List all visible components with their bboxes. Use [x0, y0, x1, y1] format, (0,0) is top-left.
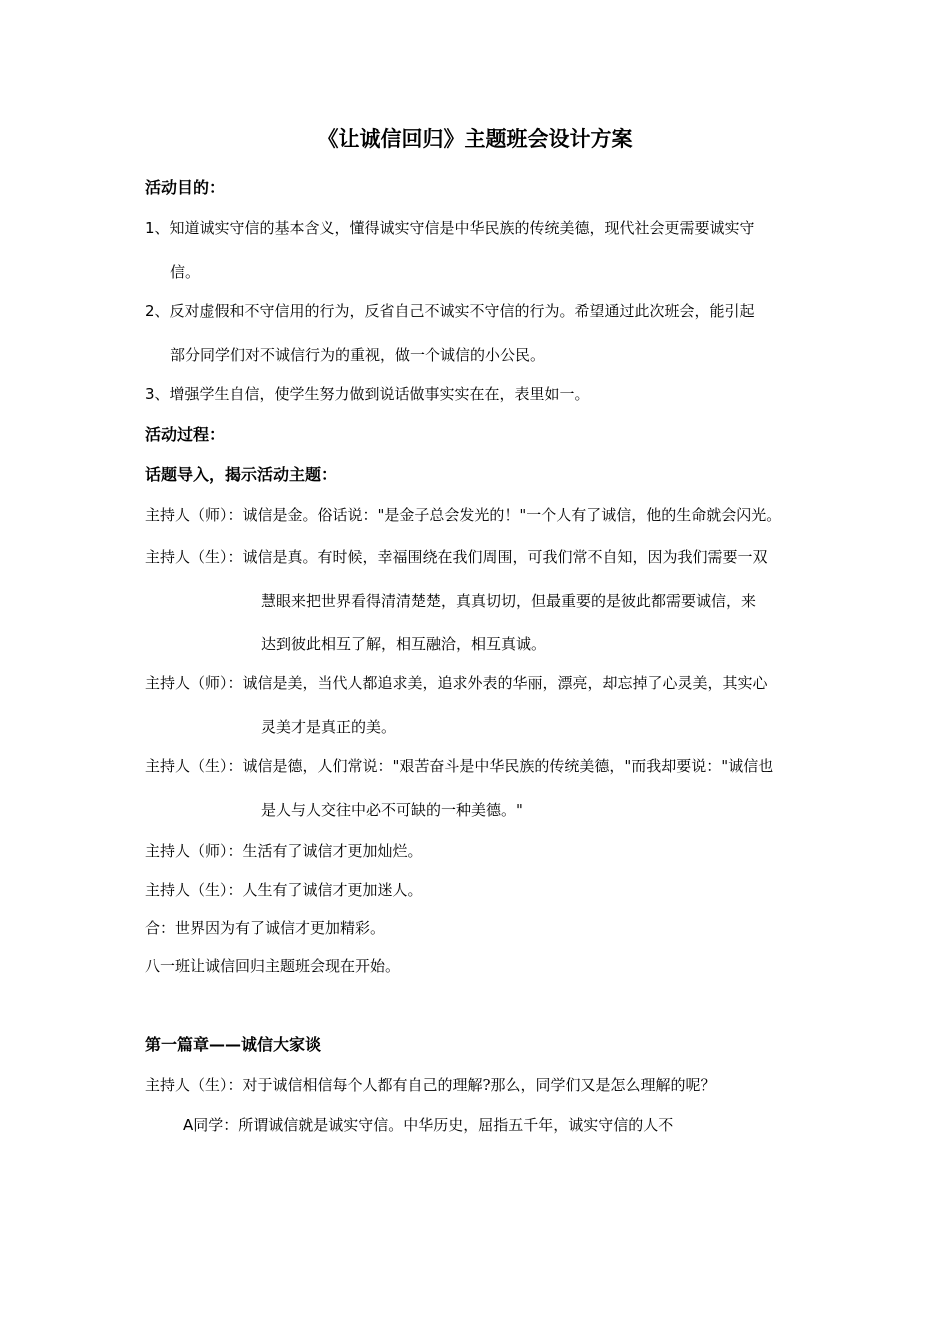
page-title: 《让诚信回归》主题班会设计方案: [317, 127, 633, 151]
intro-heading: 话题导入，揭示活动主题：: [145, 465, 338, 484]
dialogue-line: 八一班让诚信回归主题班会现在开始。: [145, 957, 401, 975]
purpose-item-2: [145, 301, 755, 321]
dialogue-line: 主持人（师）：生活有了诚信才更加灿烂。: [145, 842, 423, 860]
purpose-item-2-continuation: 部分同学们对不诚信行为的重视，做一个诚信的小公民。: [170, 346, 546, 364]
dialogue-line: 主持人（师）：诚信是金。俗话说："是金子总会发光的！"一个人有了诚信，他的生命就会闪光。: [145, 506, 782, 524]
dialogue-line-continuation: 达到彼此相互了解，相互融洽，相互真诚。: [261, 635, 547, 653]
process-heading: 活动过程：: [145, 425, 226, 444]
dialogue-line: 主持人（师）：诚信是美，当代人都追求美，追求外表的华丽，漂亮，却忘掉了心灵美，其实心: [145, 674, 768, 692]
chapter-1-heading: 第一篇章——诚信大家谈: [145, 1035, 322, 1054]
purpose-item-3: [145, 384, 590, 404]
dialogue-line: 主持人（生）：诚信是真。有时候，幸福围绕在我们周围，可我们常不自知，因为我们需要一双: [145, 548, 768, 566]
purpose-item-2-number: 2: [145, 302, 155, 320]
purpose-item-3-text: 、增强学生自信，使学生努力做到说话做事实实在在，表里如一。: [154, 385, 590, 403]
dialogue-line: 主持人（生）：诚信是德，人们常说："艰苦奋斗是中华民族的传统美德，"而我却要说："诚信也: [145, 757, 774, 775]
dialogue-line: 主持人（生）：人生有了诚信才更加迷人。: [145, 881, 423, 899]
purpose-heading: 活动目的：: [145, 178, 226, 197]
chapter-1-host-line: 主持人（生）：对于诚信相信每个人都有自己的理解?那么，同学们又是怎么理解的呢？: [145, 1076, 716, 1094]
student-a-label: A: [183, 1116, 194, 1134]
dialogue-line: 合：世界因为有了诚信才更加精彩。: [145, 919, 386, 937]
purpose-item-1-text: 、知道诚实守信的基本含义，懂得诚实守信是中华民族的传统美德，现代社会更需要诚实守: [154, 219, 755, 237]
student-a-text: 同学：所谓诚信就是诚实守信。中华历史，屈指五千年，诚实守信的人不: [193, 1116, 674, 1134]
purpose-item-2-text: 、反对虚假和不守信用的行为，反省自己不诚实不守信的行为。希望通过此次班会，能引起: [154, 302, 755, 320]
student-a-line: [183, 1115, 673, 1135]
purpose-item-1-continuation: 信。: [170, 263, 201, 281]
dialogue-line-continuation: 是人与人交往中必不可缺的一种美德。": [261, 801, 523, 819]
dialogue-line-continuation: 灵美才是真正的美。: [261, 718, 397, 736]
purpose-item-1: [145, 218, 755, 238]
purpose-item-3-number: 3: [145, 385, 155, 403]
purpose-item-1-number: 1: [145, 219, 155, 237]
dialogue-line-continuation: 慧眼来把世界看得清清楚楚，真真切切，但最重要的是彼此都需要诚信，来: [261, 592, 757, 610]
